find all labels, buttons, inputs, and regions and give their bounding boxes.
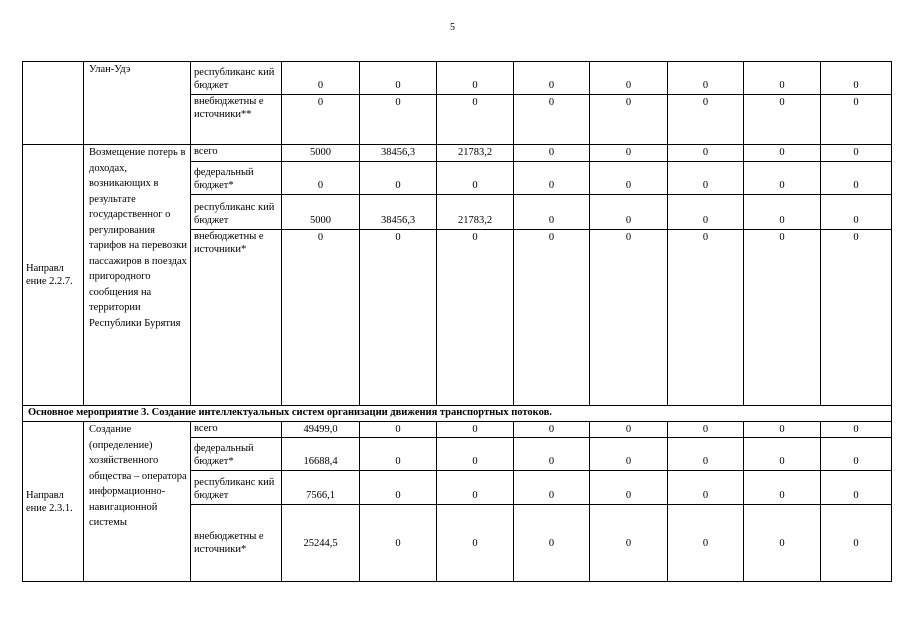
value-cell: 0: [668, 145, 744, 162]
value-cell: 0: [282, 230, 360, 406]
value-cell: 0: [360, 471, 437, 505]
value-cell: 0: [437, 471, 514, 505]
value-cell: 0: [668, 62, 744, 95]
value-cell: 0: [360, 162, 437, 195]
value-cell: 0: [668, 438, 744, 471]
value-cell: 0: [668, 471, 744, 505]
table-row: [23, 145, 892, 162]
value-cell: 0: [360, 422, 437, 438]
value-cell: 0: [360, 505, 437, 582]
source-cell: республиканс кий бюджет: [191, 62, 282, 95]
value-cell: 7566,1: [282, 471, 360, 505]
value-cell: 0: [590, 438, 668, 471]
value-cell: 0: [744, 95, 821, 145]
value-cell: 0: [744, 230, 821, 406]
source-cell: республиканс кий бюджет: [191, 195, 282, 230]
value-cell: 0: [514, 422, 590, 438]
value-cell: 0: [282, 95, 360, 145]
source-cell: всего: [191, 422, 282, 438]
value-cell: 0: [437, 230, 514, 406]
page-number: 5: [450, 22, 455, 33]
value-cell: 0: [821, 62, 892, 95]
value-cell: 0: [437, 505, 514, 582]
value-cell: 0: [744, 145, 821, 162]
value-cell: 0: [360, 62, 437, 95]
source-cell: внебюджетны е источники*: [191, 505, 282, 582]
value-cell: 0: [590, 62, 668, 95]
value-cell: 0: [821, 162, 892, 195]
value-cell: 0: [744, 471, 821, 505]
value-cell: 0: [744, 62, 821, 95]
value-cell: 0: [514, 162, 590, 195]
value-cell: 21783,2: [437, 195, 514, 230]
value-cell: 0: [821, 438, 892, 471]
source-cell: всего: [191, 145, 282, 162]
value-cell: 0: [282, 162, 360, 195]
value-cell: 0: [744, 438, 821, 471]
value-cell: 5000: [282, 145, 360, 162]
measure-name: Улан-Удэ: [84, 62, 191, 145]
value-cell: 0: [360, 95, 437, 145]
measure-name: Создание (определение) хозяйственного общества – оператора информационно-навигационной системы: [84, 422, 191, 582]
value-cell: 0: [668, 505, 744, 582]
value-cell: 0: [590, 230, 668, 406]
source-cell: внебюджетны е источники**: [191, 95, 282, 145]
value-cell: 0: [668, 195, 744, 230]
value-cell: 0: [514, 438, 590, 471]
direction-cell: Направл ение 2.3.1.: [23, 422, 84, 582]
direction-cell: Направл ение 2.2.7.: [23, 145, 84, 406]
table-row: [23, 62, 892, 95]
value-cell: 49499,0: [282, 422, 360, 438]
value-cell: 0: [590, 471, 668, 505]
value-cell: 0: [821, 422, 892, 438]
value-cell: 0: [437, 162, 514, 195]
value-cell: 0: [590, 422, 668, 438]
value-cell: 5000: [282, 195, 360, 230]
value-cell: 0: [668, 230, 744, 406]
value-cell: 0: [514, 145, 590, 162]
value-cell: 0: [514, 505, 590, 582]
value-cell: 0: [668, 95, 744, 145]
value-cell: 0: [514, 230, 590, 406]
table-body: [23, 62, 892, 582]
value-cell: 0: [821, 471, 892, 505]
value-cell: 0: [668, 162, 744, 195]
value-cell: 0: [437, 422, 514, 438]
section-title: Основное мероприятие 3. Создание интеллектуальных систем организации движения транспортных потоков.: [23, 406, 892, 422]
value-cell: 0: [437, 438, 514, 471]
source-cell: внебюджетны е источники*: [191, 230, 282, 406]
value-cell: 0: [821, 145, 892, 162]
source-cell: федеральный бюджет*: [191, 162, 282, 195]
value-cell: 0: [821, 230, 892, 406]
value-cell: 0: [282, 62, 360, 95]
table-row: [23, 422, 892, 438]
value-cell: 38456,3: [360, 195, 437, 230]
direction-cell: [23, 62, 84, 145]
value-cell: 0: [590, 195, 668, 230]
value-cell: 0: [668, 422, 744, 438]
source-cell: республиканс кий бюджет: [191, 471, 282, 505]
source-cell: федеральный бюджет*: [191, 438, 282, 471]
value-cell: 0: [590, 162, 668, 195]
value-cell: 0: [437, 62, 514, 95]
value-cell: 0: [590, 145, 668, 162]
value-cell: 0: [590, 505, 668, 582]
value-cell: 21783,2: [437, 145, 514, 162]
value-cell: 0: [360, 230, 437, 406]
measure-name: Возмещение потерь в доходах, возникающих в результате государственног о регулирования тарифов на перевозки пассажиров в поездах пригородного сообщения на территории Республики Бурятия: [84, 145, 191, 406]
value-cell: 0: [514, 471, 590, 505]
value-cell: 0: [744, 422, 821, 438]
value-cell: 0: [360, 438, 437, 471]
section-row: [23, 406, 892, 422]
value-cell: 0: [514, 195, 590, 230]
value-cell: 0: [590, 95, 668, 145]
value-cell: 0: [437, 95, 514, 145]
value-cell: 0: [821, 505, 892, 582]
value-cell: 0: [744, 505, 821, 582]
value-cell: 0: [744, 195, 821, 230]
value-cell: 0: [821, 95, 892, 145]
value-cell: 38456,3: [360, 145, 437, 162]
value-cell: 16688,4: [282, 438, 360, 471]
value-cell: 0: [821, 195, 892, 230]
budget-table: [22, 61, 892, 582]
value-cell: 0: [514, 95, 590, 145]
value-cell: 0: [514, 62, 590, 95]
value-cell: 0: [744, 162, 821, 195]
value-cell: 25244,5: [282, 505, 360, 582]
